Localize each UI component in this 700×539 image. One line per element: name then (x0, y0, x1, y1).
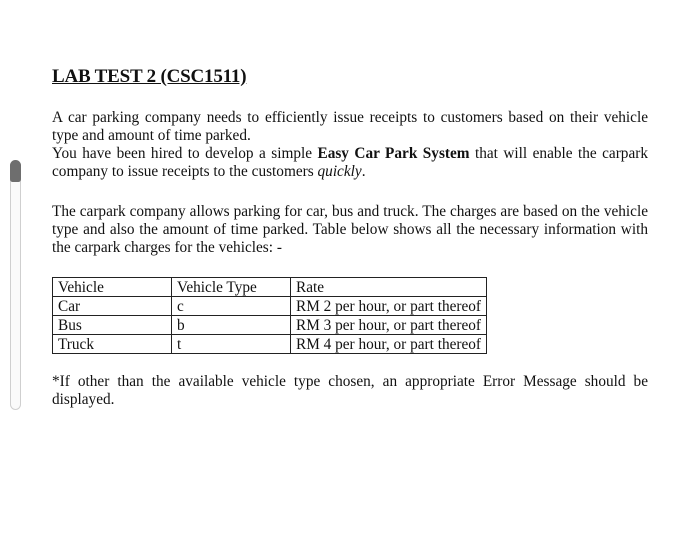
intro-line-2-end: . (361, 163, 366, 180)
document-title: LAB TEST 2 (CSC1511) (52, 66, 247, 87)
intro-line-2-text: You have been hired to develop a simple (52, 145, 318, 162)
header-vehicle: Vehicle (53, 278, 172, 297)
error-note: *If other than the available vehicle type chosen, an appropriate Error Message should be displayed. (52, 373, 648, 408)
table-row (53, 335, 487, 354)
cell-vehicle: Truck (53, 335, 172, 354)
cell-type: t (172, 335, 291, 354)
emphasis-quickly: quickly (317, 163, 362, 180)
rates-table (52, 277, 487, 354)
cell-rate: RM 3 per hour, or part thereof (291, 316, 487, 335)
intro-paragraph (52, 109, 648, 181)
header-vehicle-type: Vehicle Type (172, 278, 291, 297)
cell-rate: RM 4 per hour, or part thereof (291, 335, 487, 354)
intro-line-2-cont: that will enable the carpark company to issue receipts to the customers (52, 145, 648, 180)
scrollbar[interactable] (10, 160, 21, 410)
table-row (53, 297, 487, 316)
document-page (52, 66, 648, 409)
scrollbar-thumb[interactable] (10, 160, 21, 182)
system-name: Easy Car Park System (317, 145, 470, 162)
intro-line-1: A car parking company needs to efficiently issue receipts to customers based on their vehicle type and amount of time parked. (52, 109, 648, 144)
table-row (53, 316, 487, 335)
cell-vehicle: Car (53, 297, 172, 316)
table-header-row (53, 278, 487, 297)
charges-paragraph: The carpark company allows parking for car, bus and truck. The charges are based on the vehicle type and also the amount of time parked. Table below shows all the necessary information with the carpark charges for the vehicles: - (52, 203, 648, 256)
header-rate: Rate (291, 278, 487, 297)
cell-vehicle: Bus (53, 316, 172, 335)
cell-rate: RM 2 per hour, or part thereof (291, 297, 487, 316)
cell-type: c (172, 297, 291, 316)
cell-type: b (172, 316, 291, 335)
